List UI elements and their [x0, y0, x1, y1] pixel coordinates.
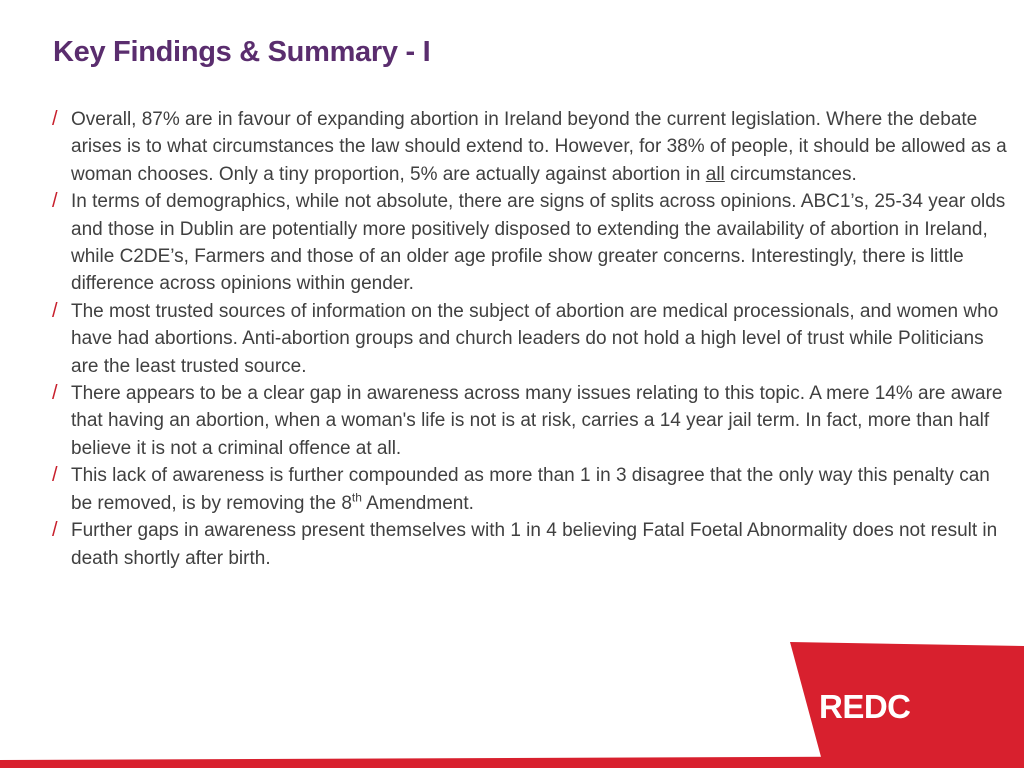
- bullet-text: There appears to be a clear gap in awareness across many issues relating to this topic. A mere 14% are aware that having an abortion, when a woman's life is not is at risk, carries a 14 year jail term. In fact, more than half believe it is not a criminal offence at all.: [71, 383, 1003, 459]
- bullet-item: [51, 188, 1011, 298]
- bullet-text: Overall, 87% are in favour of expanding abortion in Ireland beyond the current legislation. Where the debate arises is to what circumstances the law should extend to. However, for 38% of people, it should be allowed as a woman chooses. Only a tiny proportion, 5% are actually against abortion in: [71, 109, 1007, 185]
- bottom-bar: [0, 756, 1024, 768]
- bullet-item: [51, 380, 1011, 462]
- bullet-text: This lack of awareness is further compounded as more than 1 in 3 disagree that the only way this penalty can be removed, is by removing the 8: [71, 465, 990, 514]
- underlined-word: all: [705, 163, 725, 185]
- superscript: th: [351, 490, 362, 505]
- bullet-text: Further gaps in awareness present themselves with 1 in 4 believing Fatal Foetal Abnormality does not result in death shortly after birth.: [71, 520, 998, 569]
- slide-title: Key Findings & Summary - I: [53, 36, 431, 68]
- redc-logo-text: REDC: [819, 688, 911, 725]
- bullet-text: In terms of demographics, while not absolute, there are signs of splits across opinions. ABC1’s, 25-34 year olds and those in Dublin are potentially more positively disposed to extending the availability of abortion in Ireland, while C2DE’s, Farmers and those of an older age profile show greater concerns. Interestingly, there is little difference across opinions within gender.: [71, 191, 1006, 295]
- bullet-item: [51, 106, 1011, 188]
- bullet-marker: /: [52, 190, 58, 213]
- bullet-marker: /: [52, 299, 58, 322]
- bullet-item: [51, 517, 1011, 572]
- bullet-marker: /: [52, 519, 58, 542]
- bullet-marker: /: [52, 464, 58, 487]
- bottom-bar-stripe: [0, 756, 1024, 768]
- bullet-item: [51, 298, 1011, 380]
- bullet-item: [51, 462, 1011, 517]
- bullet-text-after: Amendment.: [366, 492, 474, 514]
- bullet-text-after: circumstances.: [730, 163, 857, 185]
- findings-list: [51, 106, 1011, 572]
- bullet-marker: /: [52, 382, 58, 405]
- bullet-text: The most trusted sources of information on the subject of abortion are medical processionals, and women who have had abortions. Anti-abortion groups and church leaders do not hold a high level of trust while Politicians are the least trusted source.: [71, 300, 999, 377]
- bullet-marker: /: [52, 108, 58, 130]
